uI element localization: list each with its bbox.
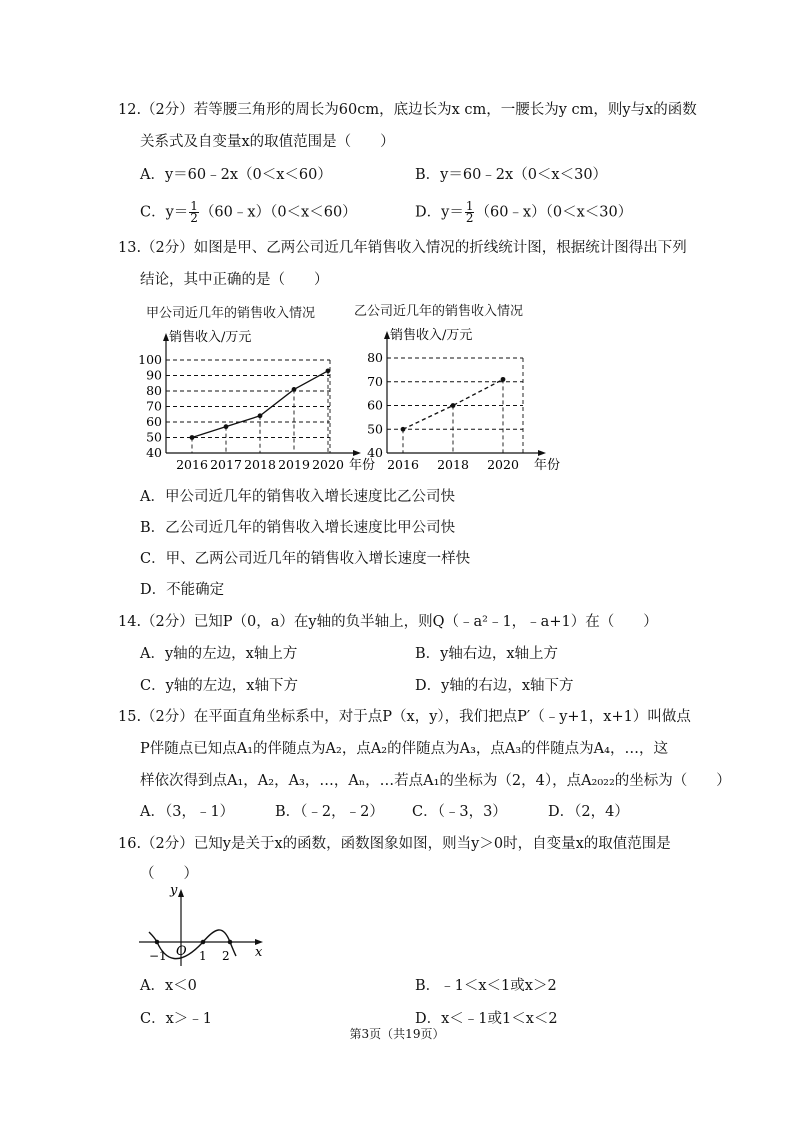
q12-option-d-fraction	[465, 201, 475, 224]
q13-stem-line1: 13.（2分）如图是甲、乙两公司近几年销售收入情况的折线统计图，根据统计图得出下列	[118, 240, 687, 256]
fraction-numerator: 1	[190, 199, 198, 213]
q12-option-d	[415, 201, 632, 224]
q16-stem-line2: （ ）	[140, 866, 198, 882]
y-tick-label: 90	[146, 367, 162, 383]
data-point	[258, 413, 263, 418]
y-tick-label: 80	[367, 350, 383, 365]
chart-yi-title: 乙公司近几年的销售收入情况	[354, 304, 524, 319]
x-tick-label: 2020	[312, 457, 344, 472]
x-tick-label: 2016	[387, 457, 419, 472]
x-tick-label: 2019	[278, 457, 310, 472]
x-axis-label: x	[255, 945, 263, 960]
q14-option-c: C．y轴的左边，x轴下方	[140, 678, 298, 694]
tick-1: 1	[199, 949, 207, 963]
data-point	[224, 424, 229, 429]
x-tick-label: 2016	[176, 457, 208, 472]
q14-option-b: B．y轴右边，x轴上方	[415, 646, 559, 662]
q16-option-a: A．x＜0	[140, 978, 197, 994]
point-1	[201, 940, 206, 945]
y-tick-label: 60	[146, 414, 162, 429]
tick-neg1: −1	[149, 949, 167, 963]
q15-stem-line3: 样依次得到点A₁，A₂，A₃，…，Aₙ，…若点A₁的坐标为（2，4），点A₂₀₂₂的坐标为（ ）	[140, 773, 731, 789]
q14-option-d: D．y轴的右边，x轴下方	[415, 678, 574, 694]
q16-function-graph	[135, 880, 270, 970]
q12-option-c-prefix: C．y＝	[140, 204, 189, 221]
x-axis-arrow	[538, 450, 546, 456]
y-tick-label: 80	[146, 383, 162, 398]
q13-option-b: B．乙公司近几年的销售收入增长速度比甲公司快	[140, 520, 456, 536]
chart-jia	[130, 320, 380, 475]
y-axis-label: y	[170, 883, 178, 898]
q15-option-a: A．（3，﹣1）	[140, 804, 235, 820]
x-tick-label: 2018	[437, 457, 469, 472]
q13-stem-line2: 结论，其中正确的是（ ）	[140, 272, 329, 288]
q16-option-b: B．﹣1＜x＜1或x＞2	[415, 978, 557, 994]
fraction-numerator: 1	[465, 199, 474, 213]
y-tick-label: 70	[367, 373, 383, 389]
q13-option-c: C．甲、乙两公司近几年的销售收入增长速度一样快	[140, 551, 471, 567]
q12-option-b: B．y＝60﹣2x（0＜x＜30）	[415, 167, 608, 183]
x-axis-label: 年份	[349, 458, 376, 473]
y-tick-label: 100	[138, 352, 162, 367]
q16-stem-line1: 16.（2分）已知y是关于x的函数，函数图象如图，则当y＞0时，自变量x的取值范围是	[118, 836, 671, 852]
q12-option-d-prefix: D．y＝	[415, 204, 464, 221]
origin-label: O	[176, 944, 187, 959]
q15-stem-line2: P伴随点已知点A₁的伴随点为A₂，点A₂的伴随点为A₃，点A₃的伴随点为A₄，…，这	[140, 741, 668, 757]
point-2	[228, 940, 233, 945]
q14-option-a: A．y轴的左边，x轴上方	[140, 646, 298, 662]
tick-2: 2	[222, 949, 230, 963]
data-point	[401, 427, 406, 432]
y-tick-label: 40	[367, 445, 383, 460]
point-neg1	[155, 940, 160, 945]
q12-option-d-suffix: （60﹣x）（0＜x＜30）	[475, 204, 633, 221]
x-tick-label: 2018	[244, 457, 276, 472]
y-tick-label: 50	[367, 421, 383, 437]
q12-option-c-fraction	[189, 201, 199, 224]
q12-option-c-suffix: （60﹣x）（0＜x＜60）	[199, 204, 357, 221]
q15-option-c: C．（﹣3，3）	[412, 804, 507, 820]
data-point	[326, 368, 331, 373]
y-axis-arrow	[178, 889, 184, 897]
y-tick-label: 70	[146, 398, 162, 414]
data-point	[292, 387, 297, 392]
x-axis-label: 年份	[534, 458, 561, 473]
q12-stem-line2: 关系式及自变量x的取值范围是（ ）	[140, 134, 395, 150]
q13-option-a: A．甲公司近几年的销售收入增长速度比乙公司快	[140, 489, 455, 505]
y-tick-label: 40	[146, 445, 162, 460]
chart-yi	[355, 320, 595, 475]
q12-stem-line1: 12.（2分）若等腰三角形的周长为60cm，底边长为x cm，一腰长为y cm，则y与x的函数	[118, 102, 697, 118]
y-axis-label: 销售收入/万元	[390, 328, 473, 343]
fraction-denominator: 2	[190, 211, 198, 225]
data-point	[451, 403, 456, 408]
q12-option-a: A．y＝60﹣2x（0＜x＜60）	[140, 167, 332, 183]
q15-option-b: B．（﹣2，﹣2）	[275, 804, 384, 820]
x-tick-label: 2017	[210, 457, 242, 472]
y-tick-label: 60	[367, 397, 383, 413]
q13-option-d: D．不能确定	[140, 582, 225, 598]
y-tick-label: 50	[146, 429, 162, 445]
q16-option-c: C．x＞﹣1	[140, 1011, 212, 1027]
q15-option-d: D．（2，4）	[548, 804, 629, 820]
q12-option-c	[140, 201, 357, 224]
q16-option-d: D．x＜﹣1或1＜x＜2	[415, 1011, 558, 1027]
page-footer: 第3页（共19页）	[349, 1027, 445, 1041]
fraction-denominator: 2	[465, 211, 474, 225]
series-line	[192, 371, 328, 438]
q14-stem-line1: 14.（2分）已知P（0，a）在y轴的负半轴上，则Q（﹣a²﹣1，﹣a+1）在（ ）	[118, 614, 658, 630]
q15-stem-line1: 15.（2分）在平面直角坐标系中，对于点P（x，y），我们把点P′（﹣y+1，x+1）叫做点	[118, 709, 691, 725]
y-axis-label: 销售收入/万元	[169, 330, 252, 345]
data-point	[190, 435, 195, 440]
chart-jia-title: 甲公司近几年的销售收入情况	[146, 306, 316, 321]
data-point	[501, 377, 506, 382]
x-tick-label: 2020	[487, 457, 519, 472]
